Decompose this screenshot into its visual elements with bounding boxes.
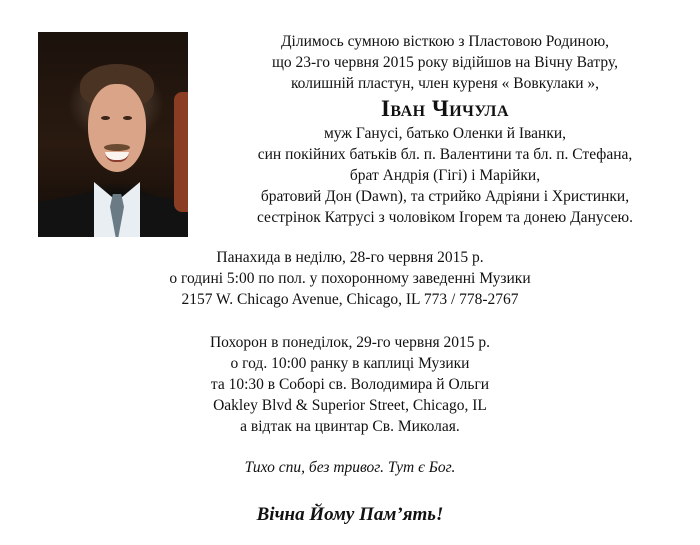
photo-background-figure xyxy=(174,92,188,212)
funeral-line-2: о год. 10:00 ранку в каплиці Музики xyxy=(230,355,470,372)
family-line-1: муж Ганусі, батько Оленки й Іванки, xyxy=(323,125,567,142)
photo-eye-right xyxy=(123,116,132,120)
deceased-name: Іван Чичула xyxy=(380,96,510,121)
intro-line-1: Ділимось сумною вісткою з Пластовою Родиною, xyxy=(280,33,610,50)
family-line-2: син покійних батьків бл. п. Валентини та бл. п. Стефана, xyxy=(257,146,633,163)
funeral-line-3: та 10:30 в Соборі св. Володимира й Ольги xyxy=(210,376,490,393)
intro-line-2: що 23-го червня 2015 року відійшов на Вічну Ватру, xyxy=(272,54,618,71)
family-line-3: брат Андрія (Гігі) і Марійки, xyxy=(349,167,541,184)
photo-eye-left xyxy=(101,116,110,120)
motto: Тихо спи, без тривог. Тут є Бог. xyxy=(244,459,456,476)
panakhyda-line-3: 2157 W. Chicago Avenue, Chicago, IL 773 / 778-2767 xyxy=(181,291,519,308)
portrait-photo xyxy=(38,32,188,237)
family-line-4: братовий Дон (Dawn), та стрийко Адріяни і Христинки, xyxy=(260,188,630,205)
photo-mustache xyxy=(104,144,130,151)
closing-phrase: Вічна Йому Пам’ять! xyxy=(256,504,444,525)
panakhyda-line-2: о годині 5:00 по пол. у похоронному заведенні Музики xyxy=(169,270,531,287)
family-line-5: сестрінок Катрусі з чоловіком Ігорем та донею Данусею. xyxy=(256,209,634,226)
intro-line-3: колишній пластун, член куреня « Вовкулаки », xyxy=(290,75,600,92)
funeral-line-5: а відтак на цвинтар Св. Миколая. xyxy=(240,418,460,435)
funeral-line-4: Oakley Blvd & Superior Street, Chicago, IL xyxy=(213,397,487,414)
panakhyda-line-1: Панахида в неділю, 28-го червня 2015 р. xyxy=(216,249,484,266)
funeral-line-1: Похорон в понеділок, 29-го червня 2015 р. xyxy=(209,334,491,351)
